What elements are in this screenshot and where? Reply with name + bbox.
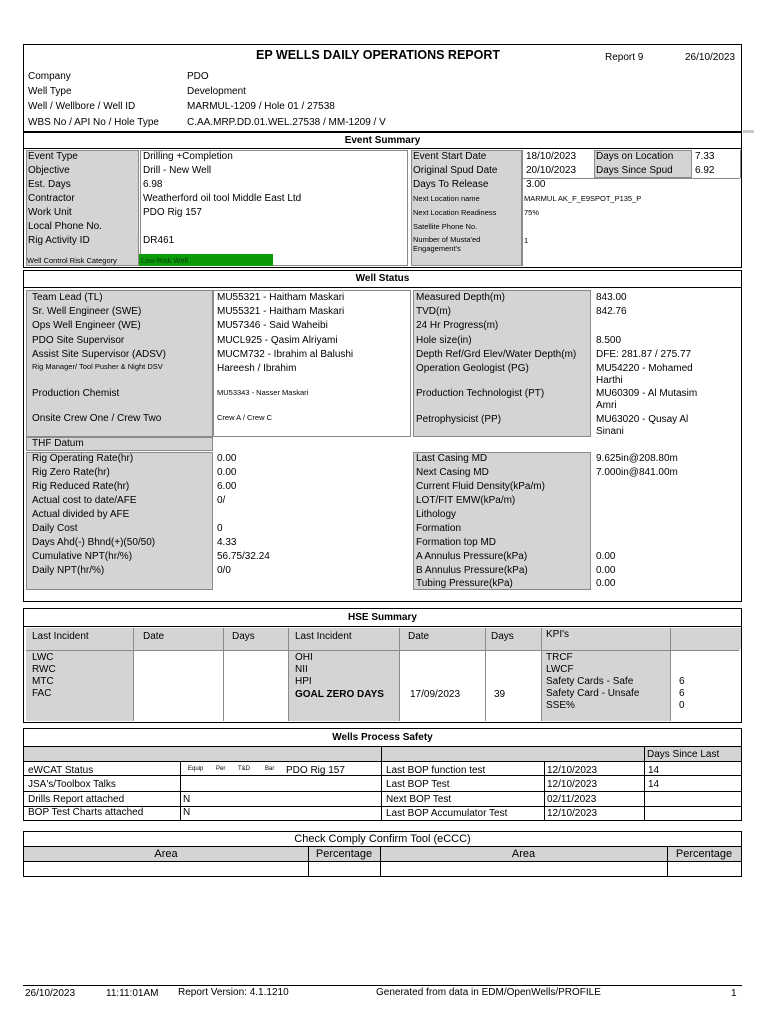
field-value-well-id: MARMUL-1209 / Hole 01 / 27538 bbox=[187, 101, 335, 112]
rig-manager-label: Rig Manager/ Tool Pusher & Night DSV bbox=[32, 362, 163, 371]
event-start-label: Event Start Date bbox=[413, 151, 487, 162]
field-label-wbs: WBS No / API No / Hole Type bbox=[28, 117, 159, 128]
rig-activity-label: Rig Activity ID bbox=[28, 235, 90, 246]
kpi-sse-label: SSE% bbox=[546, 700, 575, 711]
eccc-header-area-2: Area bbox=[511, 848, 536, 860]
bop-function-date: 12/10/2023 bbox=[547, 765, 598, 776]
jsa-label: JSA's/Toolbox Talks bbox=[28, 779, 116, 790]
kpi-safe-label: Safety Cards - Safe bbox=[546, 676, 634, 687]
bop-function-label: Last BOP function test bbox=[386, 765, 486, 776]
local-phone-label: Local Phone No. bbox=[28, 221, 102, 232]
drills-report-value: N bbox=[183, 794, 191, 805]
actual-cost-label: Actual cost to date/AFE bbox=[32, 495, 137, 506]
mustaed-label-1: Number of Musta'ed bbox=[413, 235, 481, 244]
next-casing-label: Next Casing MD bbox=[416, 467, 489, 478]
report-number: Report 9 bbox=[605, 52, 644, 63]
drills-report-label: Drills Report attached bbox=[28, 794, 125, 805]
hse-header-date-2: Date bbox=[408, 631, 430, 642]
a-annulus-label: A Annulus Pressure(kPa) bbox=[416, 551, 528, 562]
hse-goal-zero: GOAL ZERO DAYS bbox=[295, 689, 384, 700]
depth-ref-label: Depth Ref/Grd Elev/Water Depth(m) bbox=[416, 349, 577, 360]
ewcat-value: PDO Rig 157 bbox=[286, 765, 345, 776]
kpi-sse-value: 0 bbox=[679, 700, 685, 711]
eccc-header-percentage-1: Percentage bbox=[315, 848, 373, 860]
objective-value: Drill - New Well bbox=[143, 165, 212, 176]
hole-size-value: 8.500 bbox=[596, 335, 622, 346]
we-label: Ops Well Engineer (WE) bbox=[32, 320, 141, 331]
ewcat-tag-equip: Equip bbox=[188, 766, 204, 772]
footer-page-number: 1 bbox=[731, 988, 737, 999]
crew-value: Crew A / Crew C bbox=[217, 413, 273, 422]
swe-value: MU55321 - Haitham Maskari bbox=[217, 306, 345, 317]
eccc-header-area-1: Area bbox=[154, 848, 178, 860]
daily-npt-label: Daily NPT(hr/%) bbox=[32, 565, 105, 576]
tubing-pressure-value: 0.00 bbox=[596, 578, 616, 589]
event-summary-title: Event Summary bbox=[344, 135, 421, 146]
team-lead-value: MU55321 - Haitham Maskari bbox=[217, 292, 345, 303]
rig-activity-value: DR461 bbox=[143, 235, 175, 246]
kpi-unsafe-label: Safety Card - Unsafe bbox=[546, 688, 640, 699]
kpi-unsafe-value: 6 bbox=[679, 688, 685, 699]
days-since-spud-label: Days Since Spud bbox=[596, 165, 673, 176]
days-on-location-value: 7.33 bbox=[695, 151, 715, 162]
risk-category-label: Well Control Risk Category bbox=[27, 256, 117, 265]
field-label-well-id: Well / Wellbore / Well ID bbox=[28, 101, 136, 112]
geologist-label: Operation Geologist (PG) bbox=[416, 363, 529, 374]
adsv-value: MUCM732 - Ibrahim al Balushi bbox=[217, 349, 354, 360]
rig-manager-value: Hareesh / Ibrahim bbox=[217, 363, 297, 374]
measured-depth-value: 843.00 bbox=[596, 292, 627, 303]
contractor-value: Weatherford oil tool Middle East Ltd bbox=[143, 193, 302, 204]
lot-fit-label: LOT/FIT EMW(kPa/m) bbox=[416, 495, 516, 506]
objective-label: Objective bbox=[28, 165, 70, 176]
hse-header-date-1: Date bbox=[143, 631, 165, 642]
swe-label: Sr. Well Engineer (SWE) bbox=[32, 306, 142, 317]
report-date: 26/10/2023 bbox=[685, 52, 736, 63]
ewcat-label: eWCAT Status bbox=[28, 765, 94, 776]
technologist-value-2: Amri bbox=[596, 400, 617, 411]
production-chemist-value: MU53343 - Nasser Maskari bbox=[217, 388, 309, 397]
next-casing-value: 7.000in@841.00m bbox=[596, 467, 678, 478]
next-location-label: Next Location name bbox=[413, 194, 480, 203]
cumulative-npt-label: Cumulative NPT(hr/%) bbox=[32, 551, 133, 562]
site-supervisor-value: MUCL925 - Qasim Alriyami bbox=[217, 335, 338, 346]
contractor-label: Contractor bbox=[28, 193, 75, 204]
hse-ohi: OHI bbox=[295, 652, 313, 663]
thf-datum-label: THF Datum bbox=[32, 438, 84, 449]
formation-top-label: Formation top MD bbox=[416, 537, 497, 548]
depth-ref-value: DFE: 281.87 / 275.77 bbox=[596, 349, 692, 360]
field-value-company: PDO bbox=[187, 71, 209, 82]
next-location-value: MARMUL AK_F_E9SPOT_P135_P bbox=[524, 194, 642, 203]
formation-label: Formation bbox=[416, 523, 462, 534]
bop-test-date: 12/10/2023 bbox=[547, 779, 598, 790]
days-to-release-value: 3.00 bbox=[526, 179, 546, 190]
hse-header-kpis: KPI's bbox=[546, 629, 570, 640]
hse-header-last-incident-1: Last Incident bbox=[32, 631, 89, 642]
actual-divided-label: Actual divided by AFE bbox=[32, 509, 130, 520]
measured-depth-label: Measured Depth(m) bbox=[416, 292, 505, 303]
days-on-location-label: Days on Location bbox=[596, 151, 674, 162]
tubing-pressure-label: Tubing Pressure(kPa) bbox=[416, 578, 513, 589]
daily-npt-value: 0/0 bbox=[217, 565, 231, 576]
bop-test-days: 14 bbox=[648, 779, 660, 790]
hse-header-days-1: Days bbox=[232, 631, 255, 642]
hse-title: HSE Summary bbox=[348, 612, 417, 623]
progress-label: 24 Hr Progress(m) bbox=[416, 320, 499, 331]
field-label-company: Company bbox=[28, 71, 71, 82]
footer-date: 26/10/2023 bbox=[25, 988, 76, 999]
actual-cost-value: 0/ bbox=[217, 495, 226, 506]
eccc-section bbox=[23, 831, 742, 877]
hse-lwc: LWC bbox=[32, 652, 54, 663]
cumulative-npt-value: 56.75/32.24 bbox=[217, 551, 270, 562]
petrophysicist-value-1: MU63020 - Qusay Al bbox=[596, 414, 689, 425]
rig-operating-rate-label: Rig Operating Rate(hr) bbox=[32, 453, 134, 464]
well-status-title: Well Status bbox=[355, 273, 410, 284]
ewcat-tag-per: Per bbox=[216, 766, 226, 772]
technologist-label: Production Technologist (PT) bbox=[416, 388, 545, 399]
bop-test-label: Last BOP Test bbox=[386, 779, 450, 790]
work-unit-value: PDO Rig 157 bbox=[143, 207, 202, 218]
hse-rwc: RWC bbox=[32, 664, 56, 675]
well-status-section bbox=[23, 270, 742, 602]
petrophysicist-value-2: Sinani bbox=[596, 426, 624, 437]
hse-hpi: HPI bbox=[295, 676, 312, 687]
field-label-well-type: Well Type bbox=[28, 86, 72, 97]
ewcat-tag-td: T&D bbox=[238, 766, 250, 772]
bop-charts-label: BOP Test Charts attached bbox=[28, 807, 144, 818]
rig-reduced-rate-value: 6.00 bbox=[217, 481, 237, 492]
technologist-value-1: MU60309 - Al Mutasim bbox=[596, 388, 698, 399]
risk-category-value: Low Risk Well bbox=[141, 256, 188, 265]
scroll-marker bbox=[743, 130, 754, 133]
mustaed-label-2: Engagement's bbox=[413, 244, 461, 253]
bop-accumulator-label: Last BOP Accumulator Test bbox=[386, 808, 508, 819]
hse-header-last-incident-2: Last Incident bbox=[295, 631, 352, 642]
a-annulus-value: 0.00 bbox=[596, 551, 616, 562]
footer-time: 11:11:01AM bbox=[106, 988, 159, 999]
mustaed-value: 1 bbox=[524, 236, 529, 245]
daily-cost-label: Daily Cost bbox=[32, 523, 78, 534]
event-start-value: 18/10/2023 bbox=[526, 151, 577, 162]
spud-date-label: Original Spud Date bbox=[413, 165, 498, 176]
eccc-title: Check Comply Confirm Tool (eCCC) bbox=[294, 833, 471, 845]
hse-header-days-2: Days bbox=[491, 631, 514, 642]
report-header bbox=[23, 44, 742, 132]
est-days-label: Est. Days bbox=[28, 179, 71, 190]
team-lead-label: Team Lead (TL) bbox=[32, 292, 103, 303]
hse-summary-section bbox=[23, 608, 742, 723]
eccc-header-percentage-2: Percentage bbox=[675, 848, 733, 860]
report-title: EP WELLS DAILY OPERATIONS REPORT bbox=[256, 48, 501, 62]
site-supervisor-label: PDO Site Supervisor bbox=[32, 335, 125, 346]
geologist-value-1: MU54220 - Mohamed bbox=[596, 363, 693, 374]
rig-reduced-rate-label: Rig Reduced Rate(hr) bbox=[32, 481, 130, 492]
hse-fac: FAC bbox=[32, 688, 52, 699]
we-value: MU57346 - Said Waheibi bbox=[217, 320, 328, 331]
work-unit-label: Work Unit bbox=[28, 207, 72, 218]
next-readiness-value: 75% bbox=[524, 208, 540, 217]
field-value-wbs: C.AA.MRP.DD.01.WEL.27538 / MM-1209 / V bbox=[187, 117, 386, 128]
hse-mtc: MTC bbox=[32, 676, 54, 687]
hse-goal-zero-date: 17/09/2023 bbox=[410, 689, 461, 700]
bop-charts-value: N bbox=[183, 807, 191, 818]
rig-zero-rate-label: Rig Zero Rate(hr) bbox=[32, 467, 110, 478]
satellite-phone-label: Satellite Phone No. bbox=[413, 222, 478, 231]
wps-title: Wells Process Safety bbox=[332, 732, 433, 743]
kpi-safe-value: 6 bbox=[679, 676, 685, 687]
kpi-lwcf-label: LWCF bbox=[546, 664, 574, 675]
tvd-label: TVD(m) bbox=[416, 306, 451, 317]
production-chemist-label: Production Chemist bbox=[32, 388, 120, 399]
rig-operating-rate-value: 0.00 bbox=[217, 453, 237, 464]
hole-size-label: Hole size(in) bbox=[416, 335, 472, 346]
lithology-label: Lithology bbox=[416, 509, 457, 520]
hse-nii: NII bbox=[295, 664, 308, 675]
fluid-density-label: Current Fluid Density(kPa/m) bbox=[416, 481, 545, 492]
footer-version: Report Version: 4.1.1210 bbox=[178, 987, 289, 998]
field-value-well-type: Development bbox=[187, 86, 246, 97]
est-days-value: 6.98 bbox=[143, 179, 163, 190]
event-type-value: Drilling +Completion bbox=[143, 151, 233, 162]
bop-function-days: 14 bbox=[648, 765, 660, 776]
next-bop-date: 02/11/2023 bbox=[547, 794, 597, 805]
last-casing-value: 9.625in@208.80m bbox=[596, 453, 678, 464]
spud-date-value: 20/10/2023 bbox=[526, 165, 577, 176]
bop-accumulator-date: 12/10/2023 bbox=[547, 808, 598, 819]
kpi-trcf-label: TRCF bbox=[546, 652, 573, 663]
ewcat-tag-bar: Bar bbox=[265, 766, 275, 772]
tvd-value: 842.76 bbox=[596, 306, 627, 317]
adsv-label: Assist Site Supervisor (ADSV) bbox=[32, 349, 166, 360]
next-bop-label: Next BOP Test bbox=[386, 794, 452, 805]
geologist-value-2: Harthi bbox=[596, 375, 623, 386]
days-ahead-label: Days Ahd(-) Bhnd(+)(50/50) bbox=[32, 537, 156, 548]
next-readiness-label: Next Location Readiness bbox=[413, 208, 497, 217]
hse-goal-zero-days: 39 bbox=[494, 689, 506, 700]
last-casing-label: Last Casing MD bbox=[416, 453, 488, 464]
days-ahead-value: 4.33 bbox=[217, 537, 237, 548]
footer-generated: Generated from data in EDM/OpenWells/PROFILE bbox=[376, 987, 601, 998]
b-annulus-label: B Annulus Pressure(kPa) bbox=[416, 565, 528, 576]
event-type-label: Event Type bbox=[28, 151, 78, 162]
days-since-spud-value: 6.92 bbox=[695, 165, 715, 176]
daily-cost-value: 0 bbox=[217, 523, 223, 534]
wells-process-safety-section bbox=[23, 728, 742, 821]
crew-label: Onsite Crew One / Crew Two bbox=[32, 413, 162, 424]
event-summary-section bbox=[23, 132, 742, 268]
wps-days-since-last: Days Since Last bbox=[647, 749, 720, 760]
rig-zero-rate-value: 0.00 bbox=[217, 467, 237, 478]
days-to-release-label: Days To Release bbox=[413, 179, 489, 190]
b-annulus-value: 0.00 bbox=[596, 565, 616, 576]
petrophysicist-label: Petrophysicist (PP) bbox=[416, 414, 502, 425]
